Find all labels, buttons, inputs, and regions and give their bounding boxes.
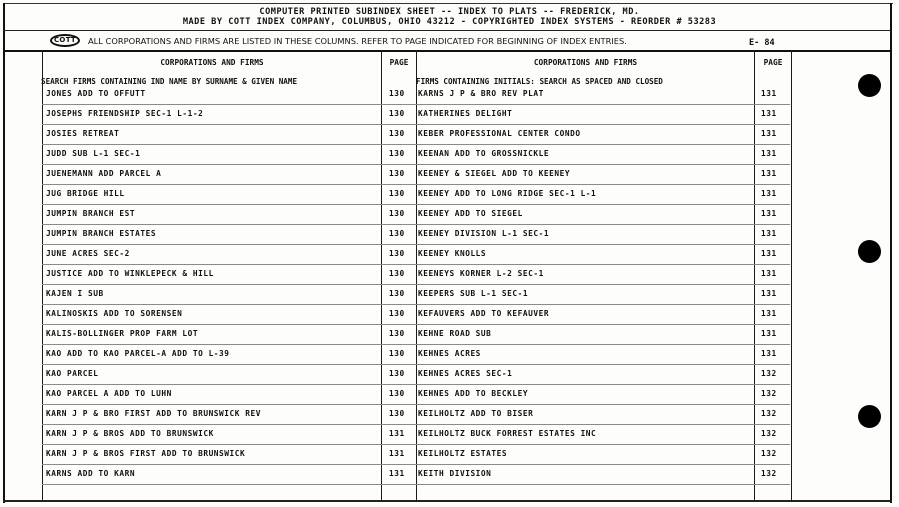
table-row	[0, 365, 899, 385]
right-entry-name: KEBER PROFESSIONAL CENTER CONDO	[418, 129, 581, 138]
left-entry-name: KALIS-BOLLINGER PROP FARM LOT	[46, 329, 199, 338]
right-entry-name: KEILHOLTZ BUCK FORREST ESTATES INC	[418, 429, 597, 438]
table-row	[0, 445, 899, 465]
left-entry-name: KAO ADD TO KAO PARCEL-A ADD TO L-39	[46, 349, 230, 358]
right-entry-page: 132	[761, 369, 777, 378]
left-entry-page: 130	[389, 229, 405, 238]
table-row	[0, 125, 899, 145]
left-entry-name: JONES ADD TO OFFUTT	[46, 89, 146, 98]
right-entry-page: 131	[761, 349, 777, 358]
right-page-header: PAGE	[763, 58, 783, 67]
border-bottom	[3, 500, 892, 502]
left-entry-page: 131	[389, 429, 405, 438]
table-row	[0, 305, 899, 325]
table-row	[0, 145, 899, 165]
table-row	[0, 345, 899, 365]
right-entry-name: KEFAUVERS ADD TO KEFAUVER	[418, 309, 550, 318]
right-entry-name: KEHNES ADD TO BECKLEY	[418, 389, 529, 398]
left-entry-name: KARN J P & BROS ADD TO BRUNSWICK	[46, 429, 214, 438]
left-entry-name: KARN J P & BRO FIRST ADD TO BRUNSWICK REV	[46, 409, 262, 418]
sheet-title: COMPUTER PRINTED SUBINDEX SHEET -- INDEX TO PLATS -- FREDERICK, MD.	[259, 7, 640, 17]
right-entry-name: KEENEY ADD TO SIEGEL	[418, 209, 523, 218]
right-entry-name: KEHNE ROAD SUB	[418, 329, 492, 338]
left-entry-page: 130	[389, 169, 405, 178]
left-entry-page: 131	[389, 449, 405, 458]
left-entry-name: JUENEMANN ADD PARCEL A	[46, 169, 162, 178]
right-entry-page: 132	[761, 429, 777, 438]
right-column-header: CORPORATIONS AND FIRMS	[533, 58, 638, 67]
right-entry-name: KEEPERS SUB L-1 SEC-1	[418, 289, 529, 298]
sheet-number: E- 84	[749, 38, 775, 48]
left-entry-page: 130	[389, 129, 405, 138]
right-entry-page: 131	[761, 229, 777, 238]
right-entry-page: 132	[761, 389, 777, 398]
left-entry-page: 130	[389, 209, 405, 218]
right-entry-page: 131	[761, 169, 777, 178]
right-entry-name: KEENEY ADD TO LONG RIDGE SEC-1 L-1	[418, 189, 597, 198]
left-entry-name: JUMPIN BRANCH EST	[46, 209, 136, 218]
table-row	[0, 185, 899, 205]
right-entry-page: 132	[761, 469, 777, 478]
right-entry-page: 131	[761, 269, 777, 278]
right-entry-name: KEENEY & SIEGEL ADD TO KEENEY	[418, 169, 571, 178]
punch-hole	[858, 74, 881, 97]
left-entry-name: KAJEN I SUB	[46, 289, 104, 298]
table-row	[0, 165, 899, 185]
right-entry-page: 131	[761, 149, 777, 158]
left-entry-page: 130	[389, 329, 405, 338]
right-entry-page: 131	[761, 129, 777, 138]
punch-hole	[858, 240, 881, 263]
right-entry-name: KEHNES ACRES SEC-1	[418, 369, 513, 378]
punch-hole	[858, 405, 881, 428]
right-entry-name: KEENEY KNOLLS	[418, 249, 487, 258]
table-row	[0, 105, 899, 125]
left-entry-name: KAO PARCEL	[46, 369, 99, 378]
left-entry-name: JOSIES RETREAT	[46, 129, 120, 138]
right-entry-name: KEENAN ADD TO GROSSNICKLE	[418, 149, 550, 158]
left-entry-name: KARN J P & BROS FIRST ADD TO BRUNSWICK	[46, 449, 246, 458]
right-entry-page: 131	[761, 189, 777, 198]
left-entry-name: KALINOSKIS ADD TO SORENSEN	[46, 309, 183, 318]
table-row	[0, 325, 899, 345]
left-entry-name: JUG BRIDGE HILL	[46, 189, 125, 198]
left-page-header: PAGE	[389, 58, 409, 67]
right-entry-name: KEITH DIVISION	[418, 469, 492, 478]
left-search-instruction: SEARCH FIRMS CONTAINING IND NAME BY SURNAME & GIVEN NAME	[41, 77, 298, 86]
index-table	[0, 85, 899, 485]
right-entry-page: 132	[761, 409, 777, 418]
left-entry-name: JUDD SUB L-1 SEC-1	[46, 149, 141, 158]
right-entry-name: KATHERINES DELIGHT	[418, 109, 513, 118]
left-entry-page: 130	[389, 189, 405, 198]
right-entry-page: 132	[761, 449, 777, 458]
table-row	[0, 245, 899, 265]
right-entry-name: KEILHOLTZ ADD TO BISER	[418, 409, 534, 418]
left-entry-page: 130	[389, 409, 405, 418]
right-entry-name: KEENEYS KORNER L-2 SEC-1	[418, 269, 544, 278]
left-entry-page: 130	[389, 349, 405, 358]
header-rule	[3, 30, 891, 31]
left-entry-name: JUSTICE ADD TO WINKLEPECK & HILL	[46, 269, 214, 278]
right-entry-page: 131	[761, 289, 777, 298]
left-entry-page: 130	[389, 369, 405, 378]
table-row	[0, 425, 899, 445]
left-entry-page: 130	[389, 89, 405, 98]
right-entry-name: KARNS J P & BRO REV PLAT	[418, 89, 544, 98]
right-search-instruction: FIRMS CONTAINING INITIALS: SEARCH AS SPACED AND CLOSED	[416, 77, 663, 86]
left-entry-name: KAO PARCEL A ADD TO LUHN	[46, 389, 172, 398]
border-top	[3, 3, 893, 4]
right-entry-name: KEHNES ACRES	[418, 349, 481, 358]
left-entry-page: 130	[389, 289, 405, 298]
left-entry-page: 130	[389, 389, 405, 398]
left-entry-page: 130	[389, 109, 405, 118]
right-entry-page: 131	[761, 109, 777, 118]
left-entry-name: KARNS ADD TO KARN	[46, 469, 136, 478]
left-entry-name: JOSEPHS FRIENDSHIP SEC-1 L-1-2	[46, 109, 204, 118]
left-entry-name: JUMPIN BRANCH ESTATES	[46, 229, 157, 238]
table-row	[0, 265, 899, 285]
publisher-line: MADE BY COTT INDEX COMPANY, COLUMBUS, OHIO 43212 - COPYRIGHTED INDEX SYSTEMS - REORDER # 53283	[182, 17, 717, 27]
left-entry-page: 130	[389, 249, 405, 258]
table-row	[0, 225, 899, 245]
left-entry-name: JUNE ACRES SEC-2	[46, 249, 130, 258]
table-row	[0, 85, 899, 105]
cott-logo: COTT	[50, 34, 80, 47]
left-entry-page: 131	[389, 469, 405, 478]
table-row	[0, 405, 899, 425]
right-entry-name: KEILHOLTZ ESTATES	[418, 449, 508, 458]
right-entry-name: KEENEY DIVISION L-1 SEC-1	[418, 229, 550, 238]
right-entry-page: 131	[761, 309, 777, 318]
left-entry-page: 130	[389, 269, 405, 278]
left-entry-page: 130	[389, 149, 405, 158]
right-entry-page: 131	[761, 249, 777, 258]
table-row	[0, 465, 899, 485]
left-entry-page: 130	[389, 309, 405, 318]
right-entry-page: 131	[761, 89, 777, 98]
right-entry-page: 131	[761, 329, 777, 338]
table-row	[0, 285, 899, 305]
table-row	[0, 385, 899, 405]
instruction-note: ALL CORPORATIONS AND FIRMS ARE LISTED IN THESE COLUMNS. REFER TO PAGE INDICATED FOR BEGINNING OF INDEX ENTRIES.	[88, 36, 627, 46]
left-column-header: CORPORATIONS AND FIRMS	[160, 58, 264, 67]
right-entry-page: 131	[761, 209, 777, 218]
table-top-rule	[3, 50, 891, 52]
table-row	[0, 205, 899, 225]
